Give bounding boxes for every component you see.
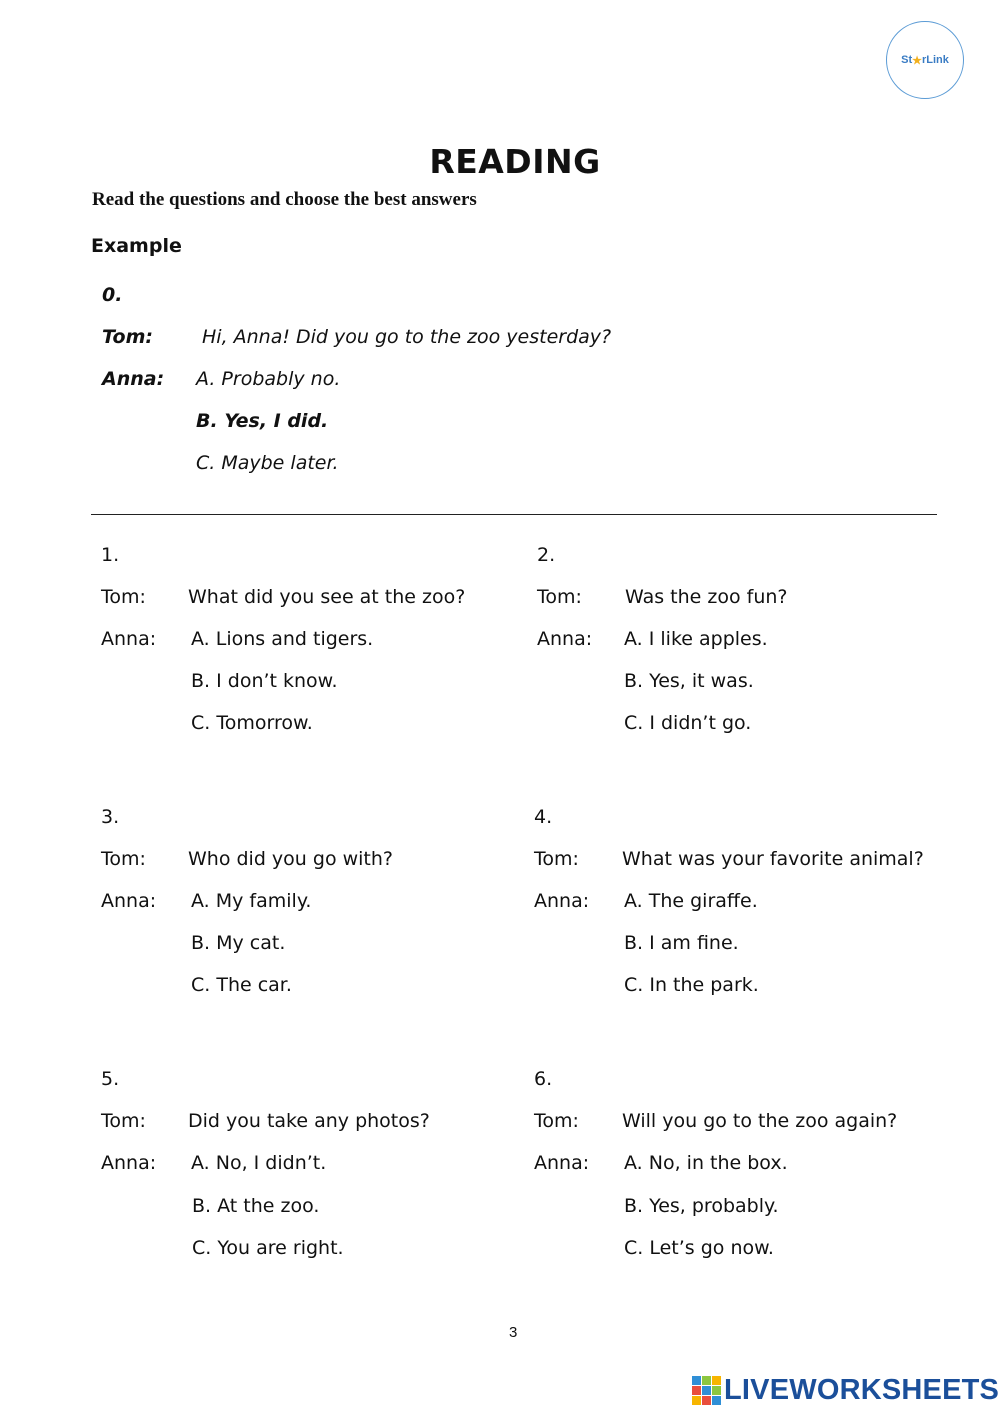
star-icon: ★ — [912, 54, 922, 67]
answer-option-a[interactable]: A. My family. — [191, 890, 312, 912]
question-text: Did you take any photos? — [188, 1110, 430, 1132]
example-question: Hi, Anna! Did you go to the zoo yesterday? — [202, 326, 612, 348]
example-label: Example — [91, 235, 182, 257]
example-option-a: A. Probably no. — [196, 368, 341, 390]
answer-option-c[interactable]: C. You are right. — [192, 1237, 344, 1259]
example-option-c: C. Maybe later. — [196, 452, 339, 474]
question-number: 2. — [537, 544, 556, 566]
logo-suffix: rLink — [921, 54, 949, 66]
answer-option-a[interactable]: A. I like apples. — [624, 628, 768, 650]
answer-option-c[interactable]: C. Tomorrow. — [191, 712, 313, 734]
answer-option-b[interactable]: B. I am fine. — [624, 932, 739, 954]
question-number: 5. — [101, 1068, 120, 1090]
tom-label: Tom: — [101, 1110, 146, 1132]
anna-label: Anna: — [101, 628, 157, 650]
tom-label: Tom: — [101, 848, 146, 870]
question-text: Was the zoo fun? — [625, 586, 788, 608]
anna-label: Anna: — [534, 1152, 590, 1174]
question-number: 1. — [101, 544, 120, 566]
answer-option-a[interactable]: A. No, in the box. — [624, 1152, 788, 1174]
answer-option-b[interactable]: B. Yes, it was. — [624, 670, 754, 692]
answer-option-a[interactable]: A. No, I didn’t. — [191, 1152, 327, 1174]
page-title: READING — [429, 142, 601, 181]
answer-option-c[interactable]: C. The car. — [191, 974, 292, 996]
anna-label: Anna: — [534, 890, 590, 912]
example-anna-label: Anna: — [102, 368, 165, 390]
anna-label: Anna: — [537, 628, 593, 650]
anna-label: Anna: — [101, 890, 157, 912]
liveworksheets-logo-icon — [692, 1376, 721, 1405]
logo-prefix: St — [901, 54, 913, 66]
example-number: 0. — [102, 284, 123, 306]
answer-option-a[interactable]: A. The giraffe. — [624, 890, 758, 912]
example-option-b-correct: B. Yes, I did. — [196, 410, 329, 432]
answer-option-a[interactable]: A. Lions and tigers. — [191, 628, 374, 650]
liveworksheets-brand — [692, 1374, 999, 1407]
question-number: 4. — [534, 806, 553, 828]
tom-label: Tom: — [101, 586, 146, 608]
tom-label: Tom: — [537, 586, 582, 608]
answer-option-b[interactable]: B. My cat. — [191, 932, 286, 954]
question-number: 6. — [534, 1068, 553, 1090]
answer-option-b[interactable]: B. I don’t know. — [191, 670, 338, 692]
answer-option-b[interactable]: B. Yes, probably. — [624, 1195, 779, 1217]
question-text: What did you see at the zoo? — [188, 586, 466, 608]
liveworksheets-wordmark: LIVEWORKSHEETS — [724, 1374, 1000, 1406]
tom-label: Tom: — [534, 1110, 579, 1132]
tom-label: Tom: — [534, 848, 579, 870]
answer-option-c[interactable]: C. In the park. — [624, 974, 759, 996]
starlink-logo — [886, 21, 964, 99]
question-text: Will you go to the zoo again? — [622, 1110, 898, 1132]
question-text: What was your favorite animal? — [622, 848, 924, 870]
question-text: Who did you go with? — [188, 848, 394, 870]
divider-line — [91, 514, 937, 515]
answer-option-c[interactable]: C. I didn’t go. — [624, 712, 752, 734]
answer-option-b[interactable]: B. At the zoo. — [192, 1195, 320, 1217]
answer-option-c[interactable]: C. Let’s go now. — [624, 1237, 774, 1259]
instruction-text: Read the questions and choose the best answers — [92, 189, 477, 210]
example-tom-label: Tom: — [102, 326, 153, 348]
anna-label: Anna: — [101, 1152, 157, 1174]
page-number: 3 — [509, 1324, 518, 1341]
question-number: 3. — [101, 806, 120, 828]
